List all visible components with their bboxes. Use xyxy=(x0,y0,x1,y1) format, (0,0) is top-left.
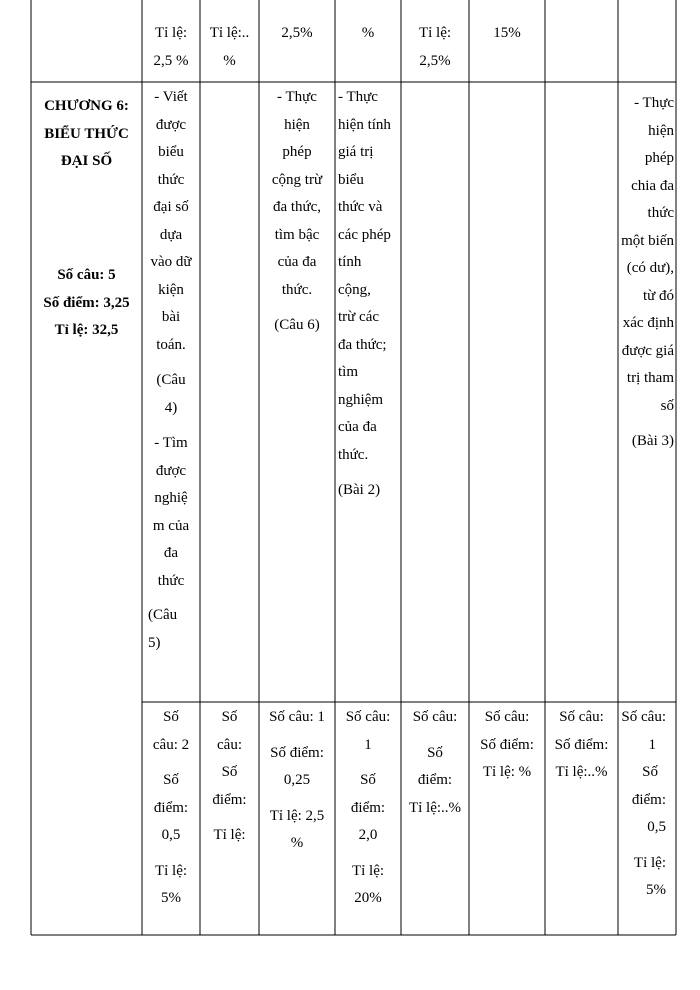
content-cell-4 xyxy=(338,84,401,505)
text-line: toán. xyxy=(156,336,186,353)
text-line: m của xyxy=(152,517,190,534)
text-line: (Bài 3) xyxy=(631,433,674,449)
text-line: từ đó xyxy=(642,287,674,304)
text-line: BIỂU THỨC xyxy=(44,125,129,142)
text-line: 2,0 xyxy=(358,827,378,843)
text-line: 0,5 xyxy=(647,819,666,835)
text-line: được xyxy=(155,116,187,133)
text-line: Tỉ lệ: xyxy=(633,854,666,871)
text-line: tìm xyxy=(338,364,359,380)
text-line: - Thực xyxy=(338,89,378,105)
text-line: được giá xyxy=(621,342,674,359)
text-line: của đa xyxy=(338,419,377,435)
stats-cell-7 xyxy=(545,704,618,787)
text-line: Số câu: 5 xyxy=(57,267,116,283)
text-line: 5) xyxy=(148,634,161,651)
text-line: Số câu: xyxy=(345,709,391,725)
text-line: (Câu xyxy=(156,372,186,388)
text-line: Số xyxy=(163,772,179,788)
stats-cell-2 xyxy=(200,704,259,850)
chapter-stats xyxy=(31,262,142,345)
text-line: xác định xyxy=(622,315,674,331)
text-line: (Câu xyxy=(148,607,178,623)
text-line: điểm: xyxy=(350,799,386,816)
text-line: Tỉ lệ: xyxy=(351,862,385,879)
text-line: 20% xyxy=(354,890,382,906)
text-line: Tỉ lệ:..% xyxy=(408,799,462,816)
text-line: 1 xyxy=(648,736,656,753)
top-row-cell-2 xyxy=(200,20,259,75)
text-line: Tỉ lệ: % xyxy=(482,764,532,780)
text-line: Số câu: xyxy=(559,709,604,725)
text-line: 2,5% xyxy=(281,25,313,41)
text-line: Số câu: xyxy=(412,709,458,725)
text-line: - Thực xyxy=(634,95,674,111)
top-row-cell-5 xyxy=(401,20,469,75)
text-line: đa thức, xyxy=(272,199,322,215)
top-row-cell-6 xyxy=(469,20,545,48)
content-cell-8 xyxy=(618,90,676,456)
text-line: Tỉ lệ: 2,5 xyxy=(269,807,325,824)
text-line: Số xyxy=(642,764,658,780)
text-line: hiện tính xyxy=(338,116,391,133)
text-line: Số điểm: xyxy=(554,736,609,753)
text-line: điểm: xyxy=(631,791,666,808)
content-cell-1-ref xyxy=(148,602,198,657)
stats-cell-6 xyxy=(469,704,545,787)
text-line: phép xyxy=(644,150,674,166)
stats-cell-4 xyxy=(335,704,401,913)
text-line: biểu xyxy=(158,144,184,160)
text-line: 5% xyxy=(646,882,666,898)
text-line: Số xyxy=(427,744,443,761)
text-line: thức. xyxy=(281,281,313,298)
text-line: tìm bậc xyxy=(274,226,320,243)
text-line: Số điểm: 3,25 xyxy=(43,294,130,311)
text-line: Số câu: 1 xyxy=(269,709,325,725)
text-line: (Bài 2) xyxy=(338,482,381,498)
text-line: Tỉ lệ: xyxy=(154,25,188,41)
text-line: thức xyxy=(647,205,674,221)
text-line: câu: xyxy=(217,736,242,753)
text-line: 5% xyxy=(161,890,181,906)
text-line: Số xyxy=(360,772,376,788)
text-line: tính xyxy=(338,254,362,270)
stats-cell-5 xyxy=(401,704,469,822)
text-line: câu: 2 xyxy=(152,736,190,753)
text-line: của đa xyxy=(277,254,317,270)
top-row-cell-3 xyxy=(259,20,335,48)
text-line: Tỉ lệ:.. xyxy=(209,25,250,41)
text-line: cộng, xyxy=(338,281,371,298)
text-line: trị tham xyxy=(626,370,674,386)
text-line: % xyxy=(290,835,304,851)
text-line: Tỉ lệ: xyxy=(418,25,452,41)
text-line: Tỉ lệ: xyxy=(213,827,246,843)
text-line: Tỉ lệ:..% xyxy=(555,764,608,780)
content-cell-3 xyxy=(259,84,335,340)
text-line: nghiệm xyxy=(338,391,383,408)
text-line: trừ các xyxy=(338,309,380,325)
text-line: - Tìm xyxy=(154,435,188,451)
text-line: Số điểm: xyxy=(480,736,534,753)
top-row-cell-1 xyxy=(142,20,200,75)
text-line: vào dữ xyxy=(150,254,192,270)
text-line: thức. xyxy=(338,446,369,463)
text-line: Số xyxy=(221,764,238,780)
text-line: 2,5 % xyxy=(153,52,189,69)
text-line: Số điểm: xyxy=(270,744,324,761)
content-cell-1 xyxy=(142,84,200,595)
text-line: Số xyxy=(221,709,238,725)
text-line: 1 xyxy=(364,736,372,753)
text-line: điểm: xyxy=(212,791,247,808)
text-line: thức xyxy=(157,171,185,188)
text-line: % xyxy=(361,25,375,41)
text-line: ĐẠI SỐ xyxy=(60,153,113,169)
text-line: điểm: xyxy=(417,772,453,788)
text-line: Số câu: xyxy=(484,709,530,725)
text-line: Số xyxy=(163,709,179,725)
chapter-title xyxy=(31,93,142,176)
text-line: CHƯƠNG 6: xyxy=(44,98,129,114)
text-line: (có dư), xyxy=(626,260,674,276)
text-line: thức và xyxy=(338,199,383,215)
text-line: các phép xyxy=(338,226,391,243)
text-line: 0,5 xyxy=(161,827,181,843)
text-line: bài xyxy=(161,309,181,325)
text-line: nghiệ xyxy=(154,490,188,506)
text-line: (Câu 6) xyxy=(274,317,320,333)
text-line: - Thực xyxy=(277,89,317,105)
text-line: điểm: xyxy=(153,799,189,816)
text-line: hiện xyxy=(648,122,674,139)
text-line: kiện xyxy=(158,281,184,298)
text-line: 4) xyxy=(164,399,178,416)
top-row-cell-4 xyxy=(335,20,401,48)
text-line: đa thức; xyxy=(338,336,387,353)
text-line: % xyxy=(223,52,236,69)
text-line: cộng trừ xyxy=(271,171,323,188)
text-line: một biến xyxy=(621,232,674,249)
text-line: phép xyxy=(282,144,312,160)
text-line: biểu xyxy=(338,171,364,188)
text-line: được xyxy=(155,462,187,479)
text-line: - Viết xyxy=(154,89,188,105)
text-line: đại số xyxy=(153,199,189,215)
text-line: đa xyxy=(163,545,179,561)
text-line: dựa xyxy=(159,226,183,243)
text-line: chia đa xyxy=(631,177,674,194)
text-line: 15% xyxy=(493,25,521,41)
text-line: giá trị xyxy=(338,144,374,160)
stats-cell-1 xyxy=(142,704,200,913)
text-line: Số câu: xyxy=(621,709,666,725)
text-line: 0,25 xyxy=(283,772,311,788)
text-line: 2,5% xyxy=(419,52,451,69)
text-line: hiện xyxy=(284,116,310,133)
stats-cell-3 xyxy=(259,704,335,858)
text-line: thức xyxy=(157,572,185,589)
text-line: Tỉ lệ: 32,5 xyxy=(54,322,119,338)
text-line: Tỉ lệ: xyxy=(154,862,188,879)
stats-cell-8 xyxy=(618,704,676,905)
text-line: số xyxy=(660,397,674,414)
